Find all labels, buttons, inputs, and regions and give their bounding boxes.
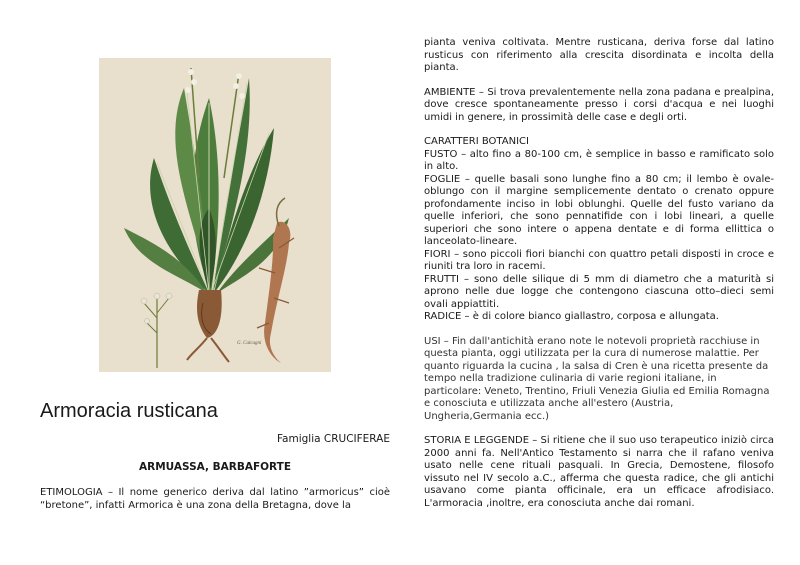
plant-name: Armoracia rusticana	[40, 400, 218, 422]
artist-signature: G. Calcagni	[237, 341, 262, 346]
storia-paragraph: STORIA E LEGGENDE – Si ritiene che il suo uso terapeutico iniziò circa 2000 anni fa. Nell'Antico Testamento si narra che il rafano veniva usato nelle cene rituali pasquali. In Grecia, Demostene, filosofo vissuto nel IV secolo a.C., afferma che questa radice, che gli antichi usavano come pianta officinale, era un efficace afrodisiaco. L'armoracia ,inoltre, era conosciuta anche dai romani.	[424, 435, 774, 509]
caratteri-heading: CARATTERI BOTANICI	[424, 136, 529, 147]
fiori-paragraph: FIORI – sono piccoli fiori bianchi con quattro petali disposti in croce e riuniti tra loro in racemi.	[424, 248, 774, 272]
botanical-illustration	[99, 58, 331, 372]
etimologia-continuation: pianta veniva coltivata. Mentre rusticana, deriva forse dal latino rusticus con riferimento alla crescita disordinata e incolta della pianta.	[424, 37, 774, 73]
plant-family: Famiglia CRUCIFERAE	[276, 433, 390, 445]
radice-paragraph: RADICE – è di colore bianco giallastro, corposa e allungata.	[424, 311, 719, 322]
common-names: ARMUASSA, BARBAFORTE	[139, 461, 291, 473]
etimologia-paragraph: ETIMOLOGIA – Il nome generico deriva dal latino ”armoricus” cioè “bretone”, infatti Armorica è una zona della Bretagna, dove la	[40, 487, 390, 511]
usi-paragraph: USI – Fin dall'antichità erano note le notevoli proprietà racchiuse in questa pianta, oggi utilizzata per la cura di numerose malattie. Per quanto riguarda la cucina , la salsa di Cren è una ricetta presente da tempo nella tradizione culinaria di varie regioni italiane, in particolare: Veneto, Trentino, Friuli Venezia Giulia ed Emilia Romagna e conosciuta e utilizzata anche all'estero (Austria, Ungheria,Germania ecc.)	[424, 335, 770, 422]
fusto-paragraph: FUSTO – alto fino a 80-100 cm, è semplice in basso e ramificato solo in alto.	[424, 148, 774, 172]
horseradish-plant-drawing	[99, 58, 331, 372]
frutti-paragraph: FRUTTI – sono delle silique di 5 mm di diametro che a maturità si aprono nelle due logge che contengono ciascuna otto–dieci semi ovali appiattiti.	[424, 273, 774, 310]
foglie-paragraph: FOGLIE – quelle basali sono lunghe fino a 80 cm; il lembo è ovale-oblungo con il margine semplicemente dentato o crenato oppure profondamente inciso in lobi oblunghi. Quelle del fusto variano da quelle inferiori, che sono pennatifide con i lobi lineari, a quelle superiori che sono intere o appena dentate e di forma ellittica o lanceolato-lineare.	[424, 173, 774, 247]
right-column	[424, 37, 774, 510]
ambiente-paragraph: AMBIENTE – Si trova prevalentemente nella zona padana e prealpina, dove cresce spontaneamente presso i corsi d'acqua e nei luoghi umidi in genere, in prossimità delle case e degli orti.	[424, 86, 774, 123]
